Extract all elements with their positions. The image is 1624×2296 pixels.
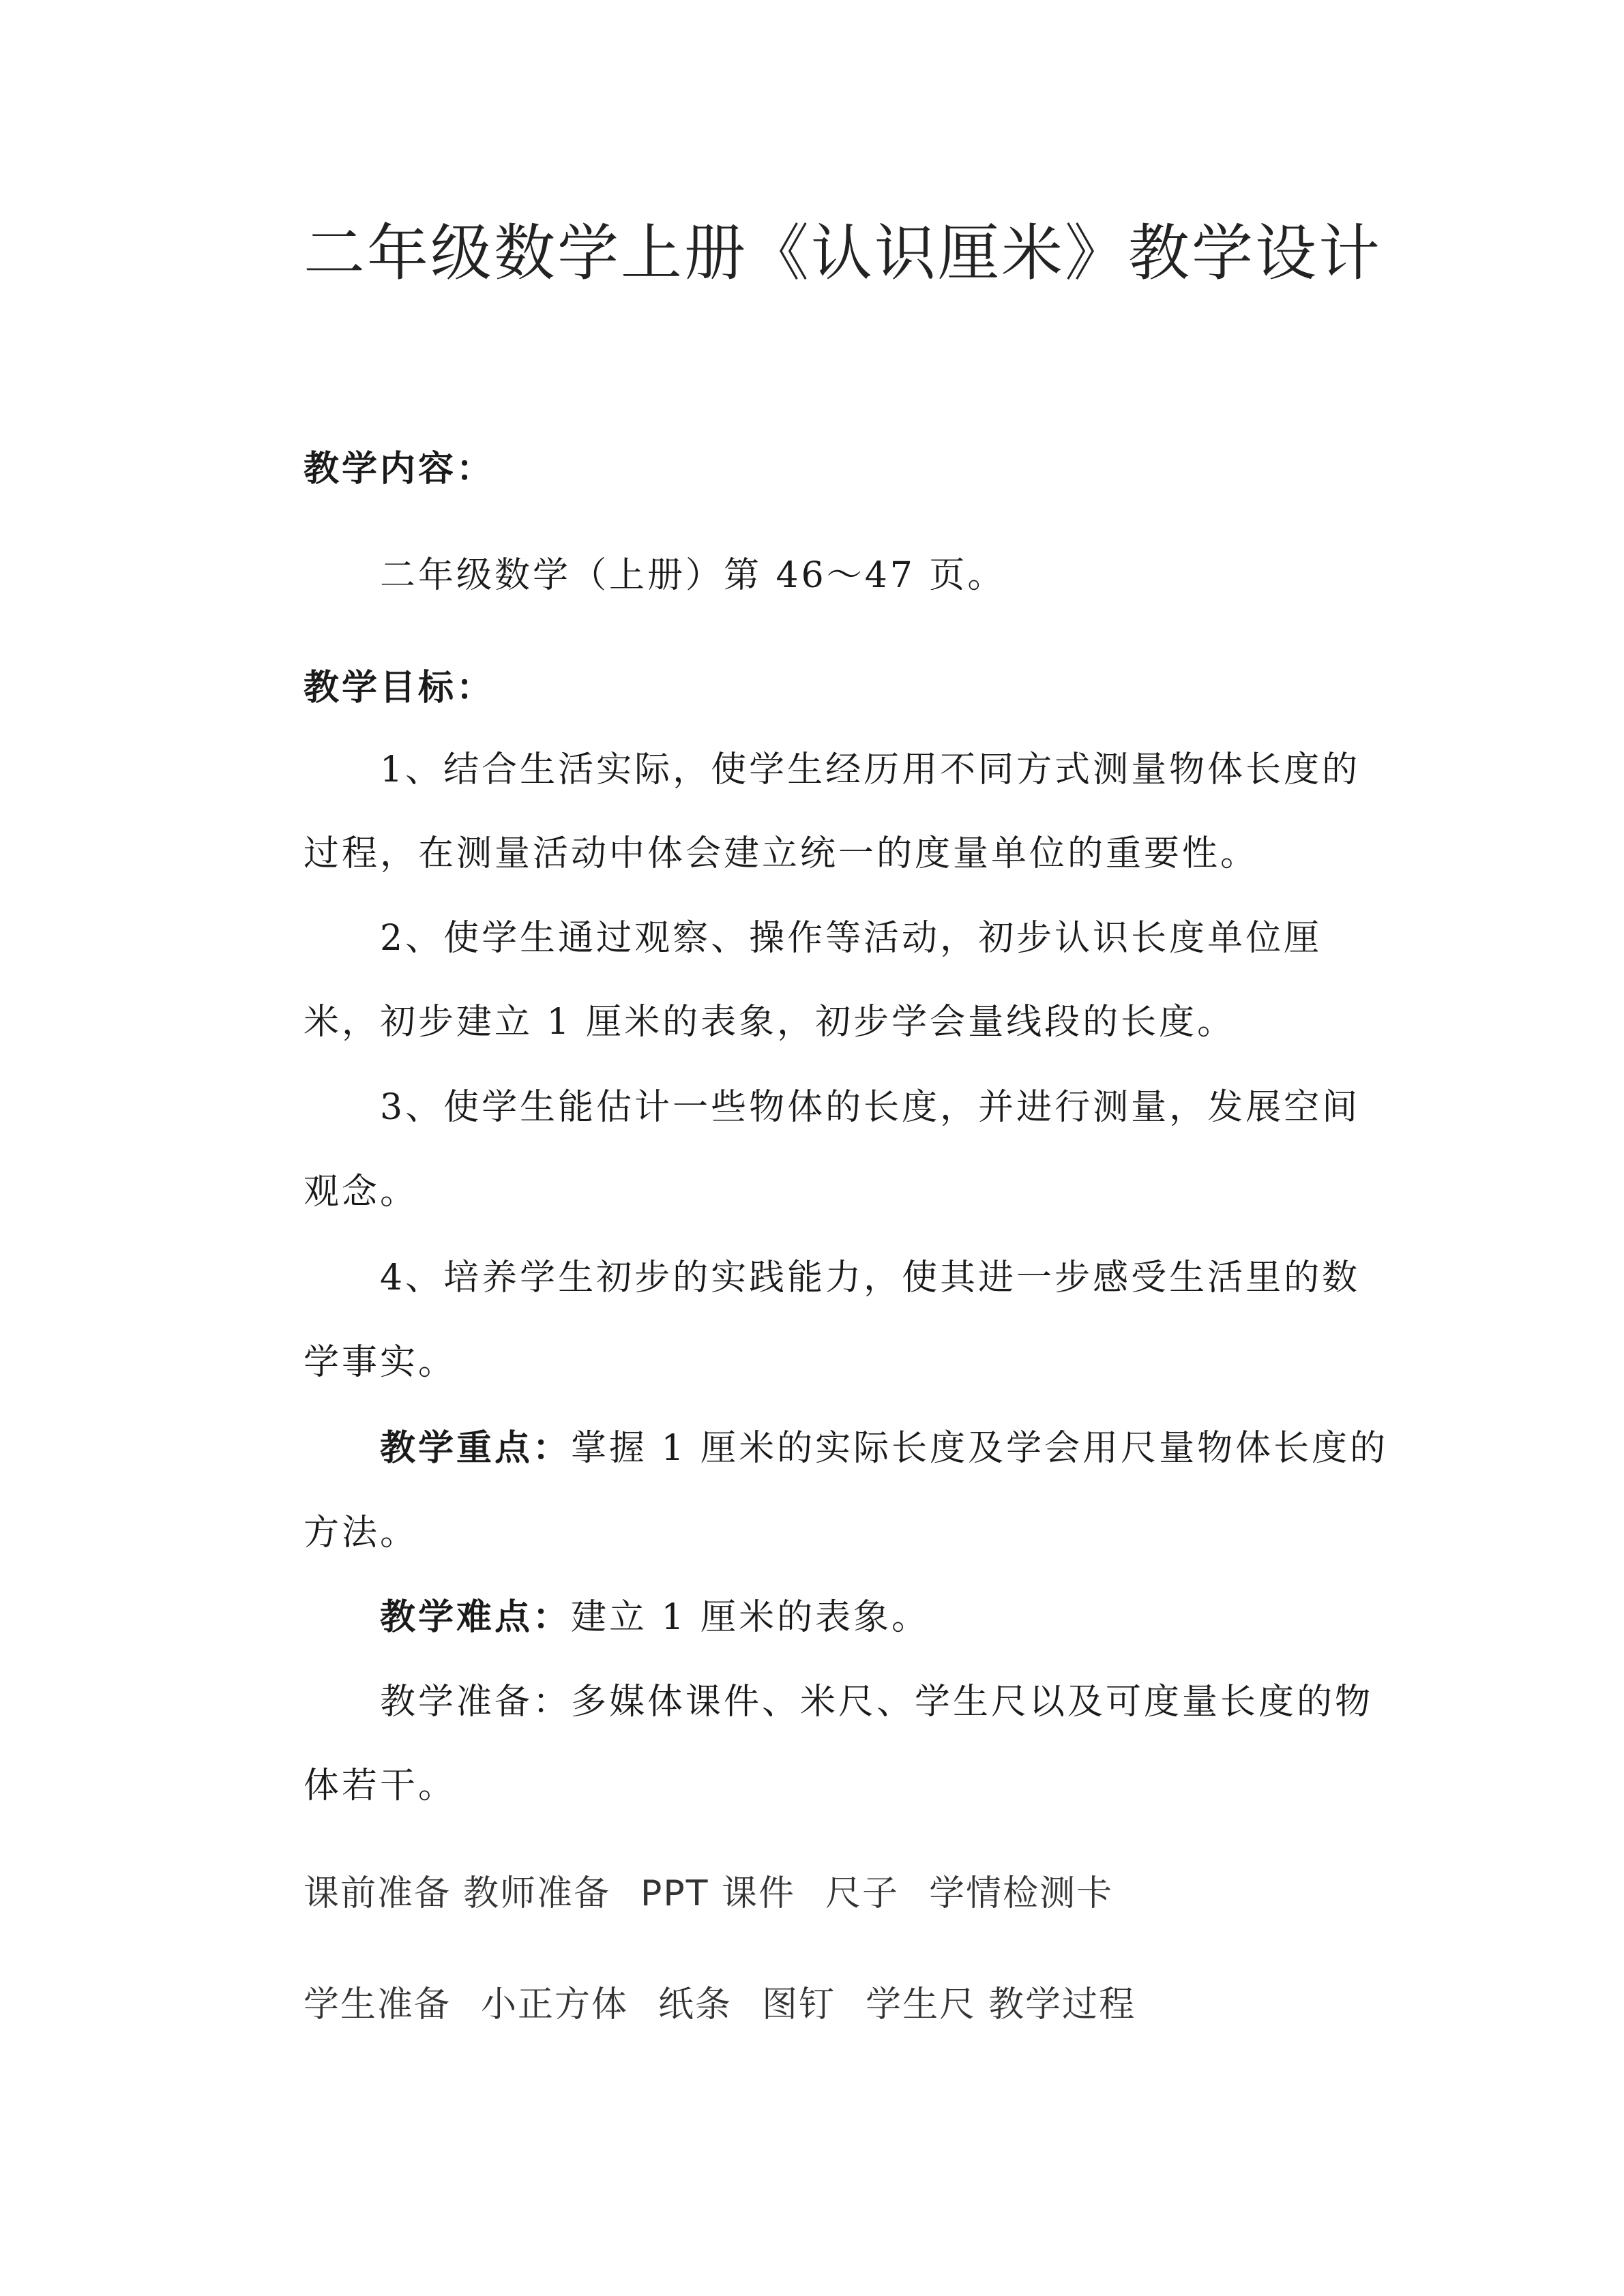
pre-class-label: 课前准备	[304, 1873, 452, 1914]
difficulty-label: 教学难点：	[380, 1597, 572, 1638]
preparation-line-2: 体若干。	[304, 1765, 457, 1806]
difficulty-line	[380, 1597, 930, 1638]
goal-2-line-2: 米，初步建立 1 厘米的表象，初步学会量线段的长度。	[304, 1002, 1236, 1043]
key-point-line-1	[380, 1428, 1389, 1469]
goal-1-line-1: 1、结合生活实际，使学生经历用不同方式测量物体长度的	[380, 749, 1361, 790]
pre-class-student-line	[304, 1984, 1136, 2025]
document-title: 二年级数学上册《认识厘米》教学设计	[304, 218, 1382, 289]
student-prep-label: 学生准备	[304, 1984, 452, 2025]
pre-class-teacher-line	[304, 1873, 1114, 1914]
goal-4-line-2: 学事实。	[304, 1342, 457, 1383]
student-item-paper-strip: 纸条	[658, 1984, 733, 2025]
student-item-ruler: 学生尺	[866, 1984, 977, 2025]
teacher-item-check-card: 学情检测卡	[929, 1873, 1114, 1914]
goal-3-line-1: 3、使学生能估计一些物体的长度，并进行测量，发展空间	[380, 1087, 1361, 1128]
preparation-line-1: 教学准备：多媒体课件、米尺、学生尺以及可度量长度的物	[380, 1682, 1374, 1723]
teacher-item-ruler: 尺子	[825, 1873, 900, 1914]
goal-4-line-1: 4、培养学生初步的实践能力，使其进一步感受生活里的数	[380, 1257, 1361, 1298]
goals-heading: 教学目标：	[304, 668, 495, 709]
key-point-label: 教学重点：	[380, 1428, 572, 1469]
difficulty-text: 建立 1 厘米的表象。	[571, 1597, 930, 1638]
next-section-heading: 教学过程	[988, 1984, 1136, 2025]
teacher-prep-label: 教师准备	[463, 1873, 611, 1914]
goal-1-line-2: 过程，在测量活动中体会建立统一的度量单位的重要性。	[304, 833, 1259, 874]
student-item-pushpin: 图钉	[762, 1984, 836, 2025]
key-point-line-2: 方法。	[304, 1512, 419, 1553]
goal-2-line-1: 2、使学生通过观察、操作等活动，初步认识长度单位厘	[380, 918, 1323, 959]
content-text: 二年级数学（上册）第 46～47 页。	[380, 555, 1006, 596]
key-point-text: 掌握 1 厘米的实际长度及学会用尺量物体长度的	[571, 1428, 1389, 1469]
content-heading: 教学内容：	[304, 449, 495, 490]
student-item-cube: 小正方体	[481, 1984, 629, 2025]
goal-3-line-2: 观念。	[304, 1172, 419, 1212]
teacher-item-ppt: PPT 课件	[640, 1873, 796, 1914]
